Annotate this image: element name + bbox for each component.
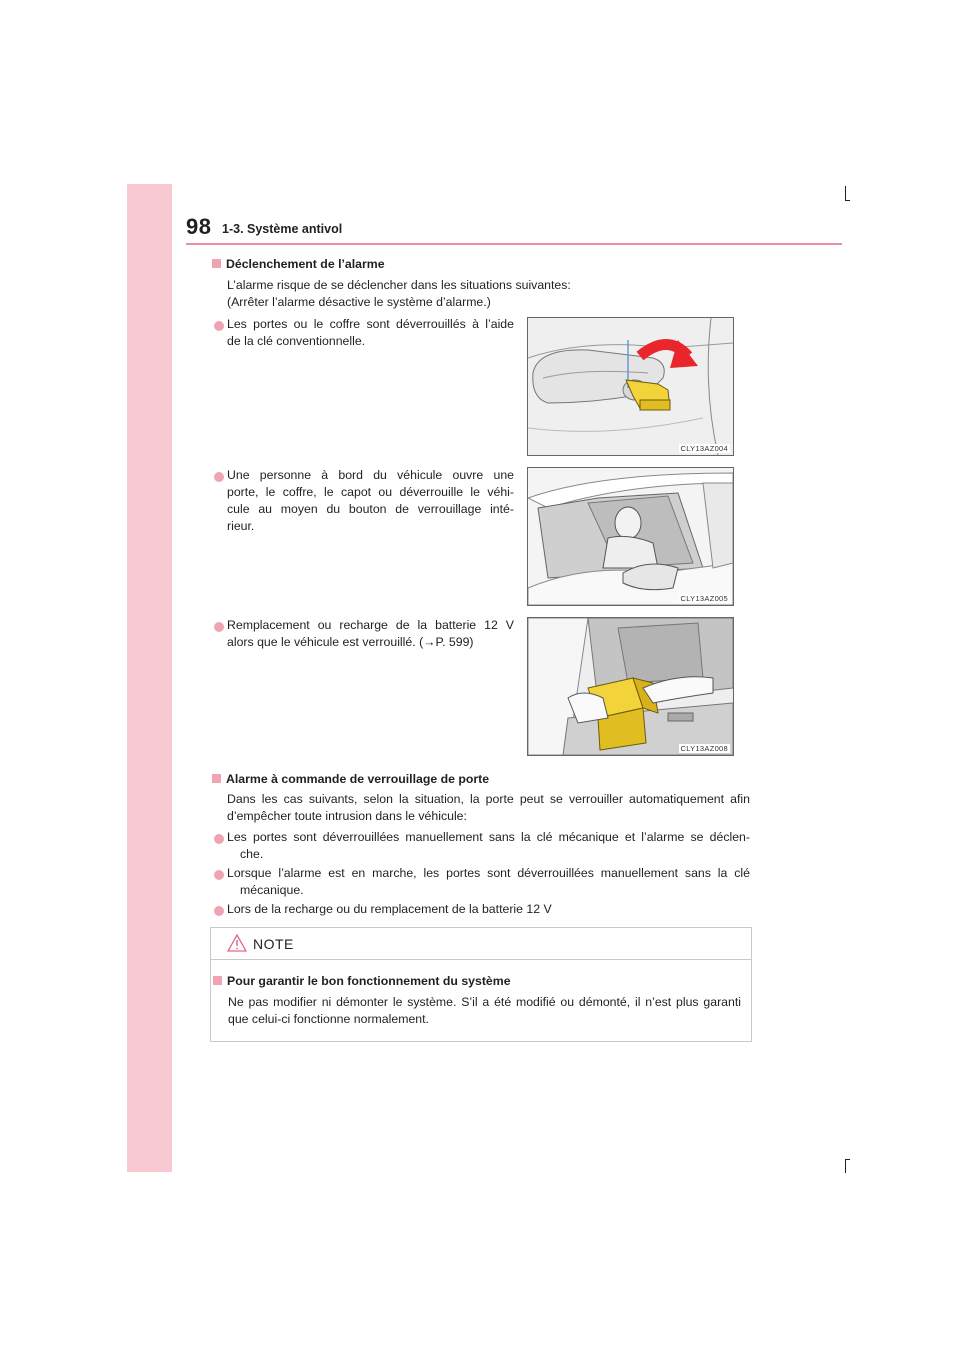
square-bullet-icon bbox=[212, 259, 221, 268]
section-title: 1-3. Système antivol bbox=[222, 222, 343, 236]
intro-line: L’alarme risque de se déclencher dans les situations suivantes: bbox=[227, 278, 571, 292]
round-bullet-icon bbox=[214, 834, 224, 844]
chapter-tab-bar bbox=[127, 184, 172, 1172]
intro-line: (Arrêter l’alarme désactive le système d’alarme.) bbox=[227, 295, 491, 309]
crop-mark-top-foot bbox=[845, 200, 850, 201]
intro-line: d’empêcher toute intrusion dans le véhicule: bbox=[227, 809, 467, 823]
square-bullet-icon bbox=[212, 774, 221, 783]
note-header bbox=[211, 928, 751, 960]
list-item-line: mécanique. bbox=[240, 883, 304, 897]
figure-code: CLY13AZ004 bbox=[680, 444, 728, 453]
crop-mark-bottom bbox=[845, 1159, 846, 1173]
list-item-line: che. bbox=[240, 847, 264, 861]
round-bullet-icon bbox=[214, 321, 224, 331]
note-heading: Pour garantir le bon fonctionnement du système bbox=[213, 973, 511, 990]
square-bullet-icon bbox=[213, 976, 222, 985]
note-line: Ne pas modifier ni démonter le système. S’il a été modifié ou démonté, il n’est plus garanti bbox=[228, 995, 741, 1009]
list-item-line: Les portes ou le coffre sont déverrouillés à l’aide bbox=[227, 317, 514, 331]
list-item-line: Lors de la recharge ou du remplacement de la batterie 12 V bbox=[227, 902, 552, 916]
section-heading-auto-lock-alarm: Alarme à commande de verrouillage de porte bbox=[212, 771, 489, 788]
warning-triangle-icon bbox=[227, 934, 247, 952]
figure-occupant-interior-lock bbox=[527, 467, 734, 606]
round-bullet-icon bbox=[214, 472, 224, 482]
header-rule bbox=[186, 243, 842, 245]
intro-line: Dans les cas suivants, selon la situation, la porte peut se verrouiller automatiquement afin bbox=[227, 792, 750, 806]
page-number: 98 bbox=[186, 214, 212, 239]
figure-door-key-unlock bbox=[527, 317, 734, 456]
crop-mark-top bbox=[845, 186, 846, 200]
car-occupant-illustration bbox=[528, 468, 733, 605]
list-item-line: cule au moyen du bouton de verrouillage inté- bbox=[227, 502, 514, 516]
list-item-line: Remplacement ou recharge de la batterie 12 V bbox=[227, 618, 514, 632]
figure-code: CLY13AZ005 bbox=[680, 594, 728, 603]
list-item-line: rieur. bbox=[227, 519, 255, 533]
note-box bbox=[210, 927, 752, 1042]
door-handle-key-illustration bbox=[528, 318, 733, 455]
figure-code: CLY13AZ008 bbox=[680, 744, 728, 753]
list-item-line: alors que le véhicule est verrouillé. (→P. 599) bbox=[227, 635, 474, 649]
trunk-battery-illustration bbox=[528, 618, 733, 755]
list-item-line: porte, le coffre, le capot ou déverrouille le véhi- bbox=[227, 485, 514, 499]
list-item-line: de la clé conventionnelle. bbox=[227, 334, 366, 348]
round-bullet-icon bbox=[214, 906, 224, 916]
note-line: que celui-ci fonctionne normalement. bbox=[228, 1012, 429, 1026]
section-heading-alarm-trigger: Déclenchement de l’alarme bbox=[212, 256, 385, 273]
figure-battery-replacement bbox=[527, 617, 734, 756]
note-title: NOTE bbox=[253, 936, 294, 952]
crop-mark-bottom-foot bbox=[845, 1159, 850, 1160]
list-item-line: Les portes sont déverrouillées manuellement sans la clé mécanique et l’alarme se déclen- bbox=[227, 830, 750, 844]
round-bullet-icon bbox=[214, 622, 224, 632]
list-item-line: Lorsque l’alarme est en marche, les portes sont déverrouillées manuellement sans la clé bbox=[227, 866, 750, 880]
list-item-line: Une personne à bord du véhicule ouvre une bbox=[227, 468, 514, 482]
round-bullet-icon bbox=[214, 870, 224, 880]
